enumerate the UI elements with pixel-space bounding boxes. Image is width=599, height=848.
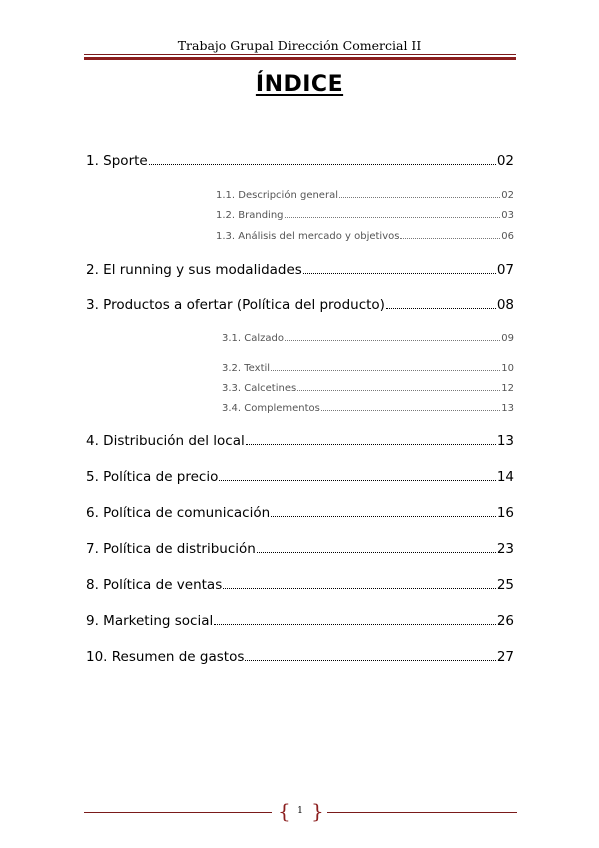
toc-entry-page: 07	[496, 262, 514, 278]
toc-entry-label: 2. El running y sus modalidades	[86, 262, 302, 278]
toc-entry-label: 3. Productos a ofertar (Política del producto)	[86, 297, 385, 313]
toc-entry-page: 14	[496, 469, 514, 485]
toc-leader-dots	[257, 552, 496, 553]
toc-entry-label: 8. Política de ventas	[86, 577, 223, 593]
toc-title: ÍNDICE	[255, 72, 344, 97]
toc-entry	[86, 649, 514, 665]
toc-entry-page: 13	[501, 403, 514, 414]
toc-entry-label: 6. Política de comunicación	[86, 505, 271, 521]
toc-entry	[86, 505, 514, 521]
toc-entry	[86, 153, 514, 169]
toc-leader-dots	[149, 164, 496, 165]
toc-subentry	[222, 403, 514, 414]
footer-rule-right	[327, 812, 517, 813]
toc-leader-dots	[339, 197, 500, 198]
toc-leader-dots	[214, 624, 496, 625]
page-number: 1	[297, 806, 303, 816]
toc-entry	[86, 541, 514, 557]
toc-entry	[86, 577, 514, 593]
header-rule-thick	[84, 57, 516, 60]
toc-entry-label: 3.1. Calzado	[222, 333, 284, 344]
toc-entry-page: 16	[496, 505, 514, 521]
toc-leader-dots	[285, 217, 501, 218]
toc-subentry	[222, 363, 514, 374]
toc-entry-label: 1. Sporte	[86, 153, 148, 169]
toc-leader-dots	[386, 308, 496, 309]
footer-bracket-left: {	[278, 799, 291, 823]
toc-entry-page: 03	[501, 210, 514, 221]
toc-leader-dots	[321, 410, 500, 411]
toc-entry-label: 4. Distribución del local	[86, 433, 245, 449]
toc-leader-dots	[271, 516, 496, 517]
toc-leader-dots	[285, 340, 500, 341]
toc-entry-page: 09	[501, 333, 514, 344]
toc-entry-page: 10	[501, 363, 514, 374]
toc-subentry	[216, 231, 514, 242]
toc-entry-label: 1.2. Branding	[216, 210, 284, 221]
toc-entry-label: 1.1. Descripción general	[216, 190, 338, 201]
header-rule-thin	[84, 54, 516, 55]
header-title: Trabajo Grupal Dirección Comercial II	[177, 38, 422, 53]
toc-entry-label: 9. Marketing social	[86, 613, 214, 629]
toc-entry-label: 7. Política de distribución	[86, 541, 256, 557]
toc-leader-dots	[246, 444, 496, 445]
toc-subentry	[216, 190, 514, 201]
toc-entry-page: 26	[496, 613, 514, 629]
toc-entry-page: 02	[501, 190, 514, 201]
toc-entry-label: 3.3. Calcetines	[222, 383, 297, 394]
toc-leader-dots	[297, 390, 500, 391]
toc-entry-page: 27	[496, 649, 514, 665]
footer-rule-left	[84, 812, 272, 813]
toc-entry-page: 06	[501, 231, 514, 242]
toc-entry-label: 3.2. Textil	[222, 363, 271, 374]
toc-leader-dots	[219, 480, 495, 481]
toc-entry	[86, 297, 514, 313]
toc-entry	[86, 433, 514, 449]
toc-entry-label: 1.3. Análisis del mercado y objetivos	[216, 231, 400, 242]
footer-bracket-right: }	[311, 799, 324, 823]
toc-entry-label: 10. Resumen de gastos	[86, 649, 245, 665]
toc-entry	[86, 262, 514, 278]
toc-leader-dots	[245, 660, 495, 661]
toc-entry-page: 25	[496, 577, 514, 593]
toc-leader-dots	[271, 370, 500, 371]
toc-entry-page: 08	[496, 297, 514, 313]
toc-leader-dots	[400, 238, 500, 239]
toc-entry-page: 12	[501, 383, 514, 394]
toc-entry-label: 3.4. Complementos	[222, 403, 320, 414]
toc-entry-page: 23	[496, 541, 514, 557]
toc-entry-label: 5. Política de precio	[86, 469, 219, 485]
toc-subentry	[222, 333, 514, 344]
toc-leader-dots	[303, 273, 496, 274]
toc-leader-dots	[223, 588, 496, 589]
toc-entry-page: 02	[496, 153, 514, 169]
toc-entry-page: 13	[496, 433, 514, 449]
toc-entry	[86, 613, 514, 629]
toc-subentry	[222, 383, 514, 394]
toc-entry	[86, 469, 514, 485]
toc-subentry	[216, 210, 514, 221]
